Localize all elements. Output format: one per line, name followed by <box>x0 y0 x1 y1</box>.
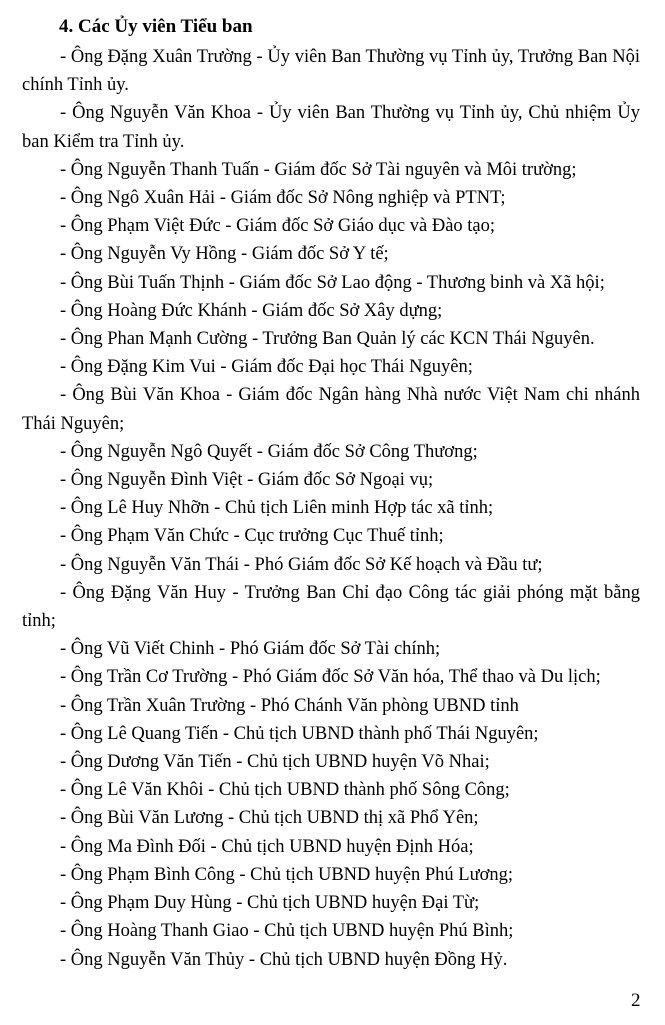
page-number: 2 <box>631 990 641 1011</box>
list-item: - Ông Nguyễn Văn Khoa - Ủy viên Ban Thường vụ Tỉnh ủy, Chủ nhiệm Ủy ban Kiểm tra Tỉnh ủy. <box>22 103 640 152</box>
list-item: - Ông Phạm Bình Công - Chủ tịch UBND huyện Phú Lương; <box>60 864 514 885</box>
list-item: - Ông Ngô Xuân Hải - Giám đốc Sở Nông nghiệp và PTNT; <box>60 188 506 209</box>
list-item: - Ông Bùi Tuấn Thịnh - Giám đốc Sở Lao động - Thương binh và Xã hội; <box>60 272 605 293</box>
list-item: - Ông Lê Văn Khôi - Chủ tịch UBND thành phố Sông Công; <box>60 780 510 801</box>
list-item: - Ông Trần Xuân Trường - Phó Chánh Văn phòng UBND tỉnh <box>60 695 519 716</box>
list-item: - Ông Dương Văn Tiến - Chủ tịch UBND huyện Võ Nhai; <box>60 752 490 773</box>
list-item: - Ông Phạm Duy Hùng - Chủ tịch UBND huyện Đại Từ; <box>60 893 480 914</box>
member-list <box>22 43 640 974</box>
list-item: - Ông Đặng Xuân Trường - Ủy viên Ban Thường vụ Tỉnh ủy, Trưởng Ban Nội chính Tỉnh ủy. <box>22 47 640 96</box>
list-item: - Ông Đặng Kim Vui - Giám đốc Đại học Thái Nguyên; <box>60 357 473 378</box>
list-item: - Ông Phạm Việt Đức - Giám đốc Sở Giáo dục và Đào tạo; <box>60 216 496 237</box>
list-item: - Ông Nguyễn Vy Hồng - Giám đốc Sở Y tế; <box>60 244 389 265</box>
list-item: - Ông Hoàng Thanh Giao - Chủ tịch UBND huyện Phú Bình; <box>60 921 514 942</box>
list-item: - Ông Nguyễn Văn Thái - Phó Giám đốc Sở Kế hoạch và Đầu tư; <box>60 554 543 575</box>
list-item: - Ông Trần Cơ Trường - Phó Giám đốc Sở Văn hóa, Thể thao và Du lịch; <box>60 667 601 688</box>
list-item: - Ông Bùi Văn Khoa - Giám đốc Ngân hàng Nhà nước Việt Nam chi nhánh Thái Nguyên; <box>22 385 640 434</box>
list-item: - Ông Lê Quang Tiến - Chủ tịch UBND thành phố Thái Nguyên; <box>60 723 539 744</box>
list-item: - Ông Nguyễn Thanh Tuấn - Giám đốc Sở Tài nguyên và Môi trường; <box>60 159 577 180</box>
list-item: - Ông Nguyễn Ngô Quyết - Giám đốc Sở Công Thương; <box>60 441 478 462</box>
section-heading: 4. Các Ủy viên Tiểu ban <box>59 16 253 37</box>
list-item: - Ông Ma Đình Đối - Chủ tịch UBND huyện Định Hóa; <box>60 836 474 857</box>
list-item: - Ông Nguyễn Đình Việt - Giám đốc Sở Ngoại vụ; <box>60 470 434 491</box>
list-item: - Ông Đặng Văn Huy - Trưởng Ban Chỉ đạo Công tác giải phóng mặt bằng tỉnh; <box>22 582 640 632</box>
list-item: - Ông Phạm Văn Chức - Cục trưởng Cục Thuế tỉnh; <box>60 526 444 547</box>
list-item: - Ông Vũ Viết Chinh - Phó Giám đốc Sở Tài chính; <box>60 639 441 660</box>
list-item: - Ông Phan Mạnh Cường - Trưởng Ban Quản lý các KCN Thái Nguyên. <box>60 329 595 350</box>
list-item: - Ông Nguyễn Văn Thủy - Chủ tịch UBND huyện Đồng Hỷ. <box>60 949 508 970</box>
list-item: - Ông Bùi Văn Lương - Chủ tịch UBND thị xã Phổ Yên; <box>60 808 479 829</box>
list-item: - Ông Hoàng Đức Khánh - Giám đốc Sở Xây dựng; <box>60 300 443 321</box>
list-item: - Ông Lê Huy Nhỡn - Chủ tịch Liên minh Hợp tác xã tỉnh; <box>60 498 494 519</box>
